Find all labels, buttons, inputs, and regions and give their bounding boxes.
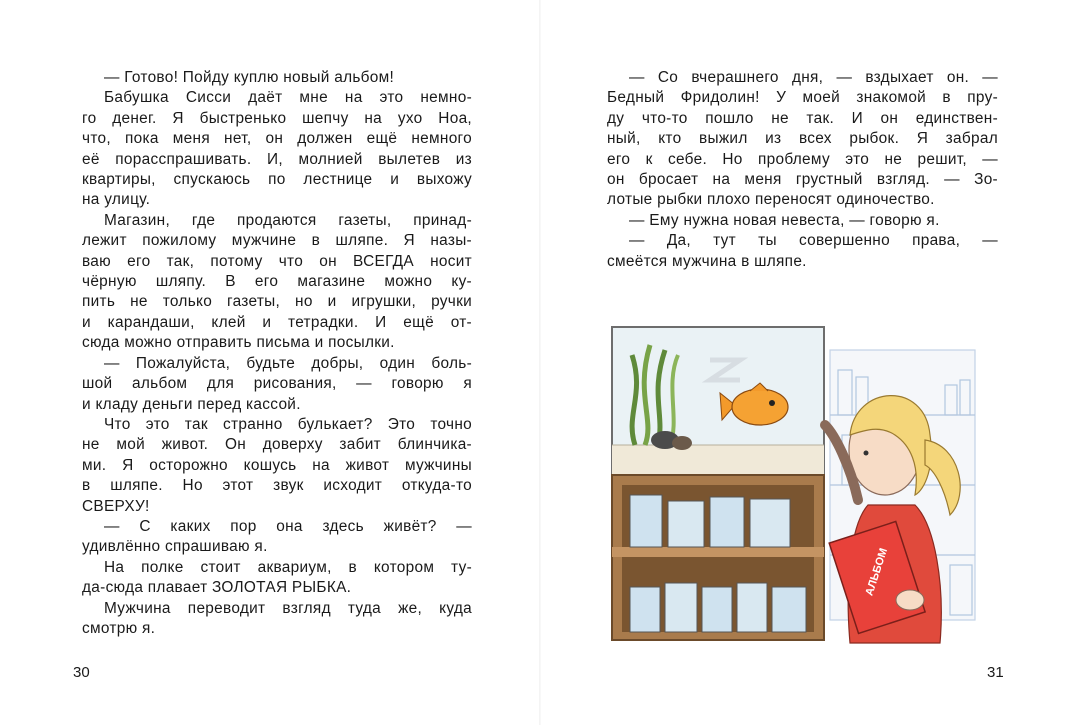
text-line: лежит пожилому мужчине в шляпе. Я назы-: [82, 232, 472, 250]
magazine-shelf: [612, 475, 824, 640]
text-line: — Готово! Пойду куплю новый альбом!: [104, 69, 395, 86]
text-line: — Со вчерашнего дня, — вздыхает он. —: [629, 69, 998, 86]
text-line: го денег. Я быстренько шепчу на ухо Ноа,: [82, 109, 472, 127]
text-line: ный, кто выжил из всех рыбок. Я забрал: [607, 130, 998, 148]
text-line: да-сюда плавает ЗОЛОТАЯ РЫБКА.: [82, 579, 352, 597]
text-line: Что это так странно булькает? Это точно: [104, 415, 472, 433]
text-line: ми. Я осторожно кошусь на живот мужчины: [82, 456, 472, 474]
text-line: смотрю я.: [82, 619, 156, 637]
text-line: — С каких пор она здесь живёт? —: [104, 517, 472, 535]
page-number-right: 31: [987, 664, 1004, 681]
text-line: СВЕРХУ!: [82, 497, 150, 515]
text-line: Бедный Фридолин! У моей знакомой в пру-: [607, 89, 998, 107]
text-line: его к себе. Но проблему это не решит, —: [607, 150, 998, 168]
text-line: — Ему нужна новая невеста, — говорю я.: [629, 211, 940, 229]
text-line: лотые рыбки плохо переносят одиночество.: [607, 191, 935, 209]
text-line: что, пока меня нет, он должен ещё немного: [82, 130, 472, 148]
text-line: сюда можно отправить письма и посылки.: [82, 334, 395, 352]
text-line: в шляпе. Но этот звук исходит откуда-то: [82, 477, 472, 495]
text-line: — Да, тут ты совершенно права, —: [629, 232, 998, 250]
text-line: Мужчина переводит взгляд туда же, куда: [104, 599, 472, 617]
text-line: Магазин, где продаются газеты, принад-: [104, 211, 472, 229]
text-line: Бабушка Сисси даёт мне на это немно-: [104, 89, 472, 107]
text-line: пить не только газеты, но и игрушки, ручки: [82, 293, 472, 311]
text-line: и кладу деньги перед кассой.: [82, 395, 301, 413]
aquarium: [612, 327, 824, 475]
text-line: не мой живот. Он доверху забит блинчика-: [82, 436, 472, 454]
right-page-text: [607, 68, 998, 272]
text-line: шой альбом для рисования, — говорю я: [82, 375, 472, 393]
text-line: чёрную шляпу. В его магазине можно ку-: [82, 273, 472, 291]
text-line: смеётся мужчина в шляпе.: [607, 252, 807, 270]
text-line: На полке стоит аквариум, в котором ту-: [104, 558, 472, 576]
text-line: и карандаши, клей и тетрадки. И ещё от-: [82, 313, 472, 331]
text-line: её порасспрашивать. И, молнией вылетев из: [82, 150, 472, 168]
left-page-text: [82, 68, 472, 639]
text-line: — Пожалуйста, будьте добры, один боль-: [104, 354, 472, 372]
album-label: АЛЬБОМ: [863, 546, 891, 598]
text-line: он бросает на меня грустный взгляд. — Зо-: [607, 171, 998, 189]
text-line: на улицу.: [82, 191, 151, 209]
text-line: квартиры, спускаюсь по лестнице и выхожу: [82, 171, 472, 189]
text-line: ваю его так, потому что он ВСЕГДА носит: [82, 252, 472, 270]
shop-illustration: [610, 325, 980, 645]
page-number-left: 30: [73, 664, 90, 681]
text-line: удивлённо спрашиваю я.: [82, 538, 268, 556]
text-line: ду что-то пошло не так. И он единствен-: [607, 109, 998, 127]
